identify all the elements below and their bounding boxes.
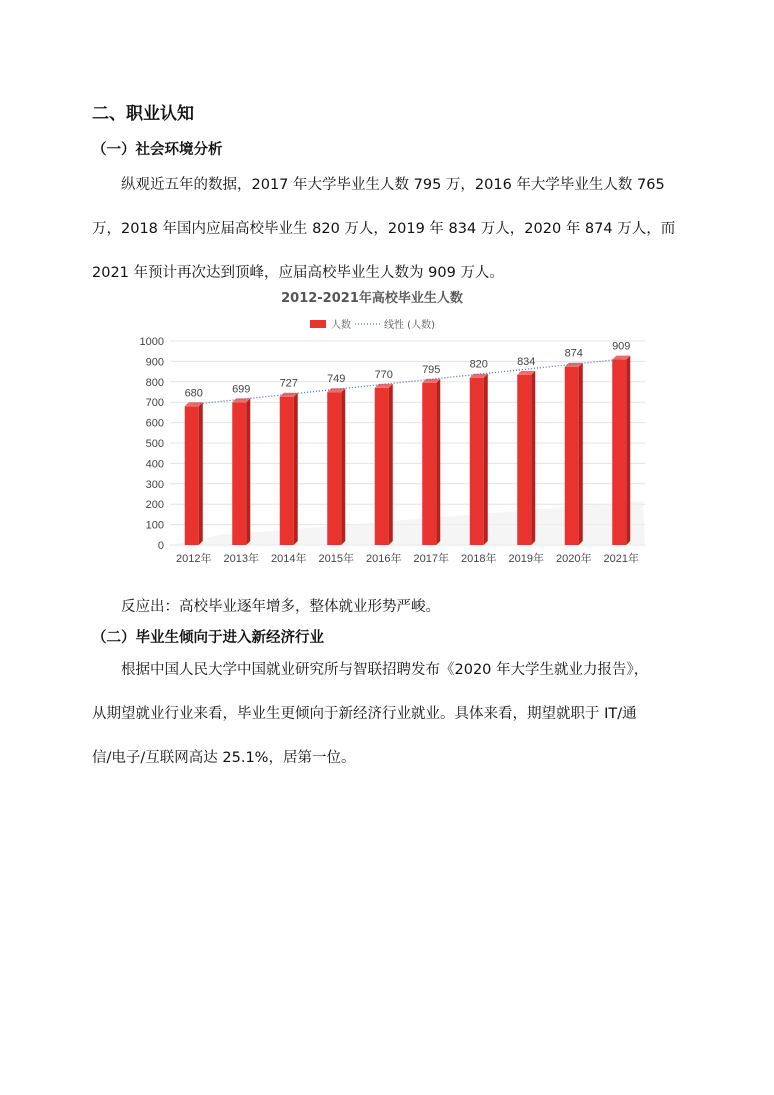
bar-side	[436, 379, 440, 545]
section-heading: 二、职业认知	[92, 104, 194, 124]
bar-side	[294, 393, 298, 545]
bar	[232, 402, 246, 545]
y-tick-label: 400	[145, 458, 164, 471]
paragraph-3-line: 信/电子/互联网高达 25.1%，居第一位。	[92, 750, 356, 766]
paragraph-3-line: 根据中国人民大学中国就业研究所与智联招聘发布《2020 年大学生就业力报告》，	[121, 662, 649, 678]
data-label: 680	[184, 387, 203, 400]
x-tick-label: 2014年	[271, 553, 307, 565]
x-tick-label: 2012年	[176, 553, 212, 565]
y-tick-label: 900	[145, 356, 164, 369]
y-tick-label: 700	[145, 397, 164, 410]
bar-side	[626, 356, 630, 545]
chart-svg	[120, 285, 650, 575]
legend-label-trend: 线性 (人数)	[384, 320, 435, 331]
y-tick-label: 600	[145, 417, 164, 430]
data-label: 874	[564, 347, 583, 360]
bar-side	[389, 384, 393, 545]
bar-side	[579, 363, 583, 545]
paragraph-1-line: 万，2018 年国内应届高校毕业生 820 万人，2019 年 834 万人，2020 年 874 万人，而	[92, 221, 676, 237]
bar	[185, 406, 199, 545]
x-tick-label: 2020年	[556, 553, 592, 565]
subsection-heading-1: （一）社会环境分析	[92, 142, 223, 158]
bar-side	[484, 374, 488, 545]
x-tick-label: 2018年	[461, 553, 497, 565]
y-tick-label: 200	[145, 499, 164, 512]
chart-legend	[310, 318, 435, 331]
bar	[565, 367, 579, 545]
y-tick-label: 0	[157, 540, 164, 552]
bar	[280, 397, 294, 545]
paragraph-1-line: 2021 年预计再次达到顶峰，应届高校毕业生人数为 909 万人。	[92, 265, 504, 281]
paragraph-2-line: 反应出：高校毕业逐年增多，整体就业形势严峻。	[121, 599, 440, 615]
x-tick-label: 2019年	[508, 553, 544, 565]
chart-title: 2012-2021年高校毕业生人数	[281, 291, 463, 306]
x-tick-label: 2017年	[413, 553, 449, 565]
data-label: 834	[517, 355, 536, 368]
data-label: 770	[374, 368, 393, 381]
paragraph-3-line: 从期望就业行业来看，毕业生更倾向于新经济行业就业。具体来看，期望就职于 IT/通	[92, 706, 637, 722]
legend-label-bars: 人数	[331, 320, 351, 331]
bar-side	[341, 388, 345, 545]
bar	[375, 388, 389, 545]
data-label: 727	[279, 377, 298, 390]
plot-area	[140, 336, 645, 565]
paragraph-2	[92, 585, 682, 629]
x-tick-label: 2013年	[223, 553, 259, 565]
legend-swatch-bars	[310, 320, 326, 328]
x-tick-label: 2016年	[366, 553, 402, 565]
data-label: 795	[422, 363, 441, 376]
data-label: 749	[327, 373, 346, 386]
bar	[517, 375, 531, 545]
bar-chart	[120, 285, 650, 579]
y-tick-label: 800	[145, 376, 164, 389]
subsection-heading-2: （二）毕业生倾向于进入新经济行业	[92, 630, 324, 646]
data-label: 820	[469, 358, 488, 371]
paragraph-3	[92, 648, 682, 780]
bar-side	[246, 398, 250, 545]
bar	[422, 383, 436, 545]
bar-side	[531, 371, 535, 545]
x-tick-label: 2021年	[603, 553, 639, 565]
y-tick-label: 100	[145, 519, 164, 532]
y-tick-label: 500	[145, 438, 164, 450]
y-tick-label: 1000	[139, 336, 164, 348]
bar-side	[199, 402, 203, 545]
bar	[327, 392, 341, 545]
bar	[612, 360, 626, 545]
x-tick-label: 2015年	[318, 553, 354, 565]
paragraph-1-line: 纵观近五年的数据，2017 年大学毕业生人数 795 万，2016 年大学毕业生人数 765	[121, 177, 665, 193]
data-label: 909	[612, 340, 631, 353]
paragraph-1	[92, 163, 682, 295]
data-label: 699	[232, 383, 251, 396]
bar	[470, 378, 484, 545]
y-tick-label: 300	[145, 478, 164, 491]
